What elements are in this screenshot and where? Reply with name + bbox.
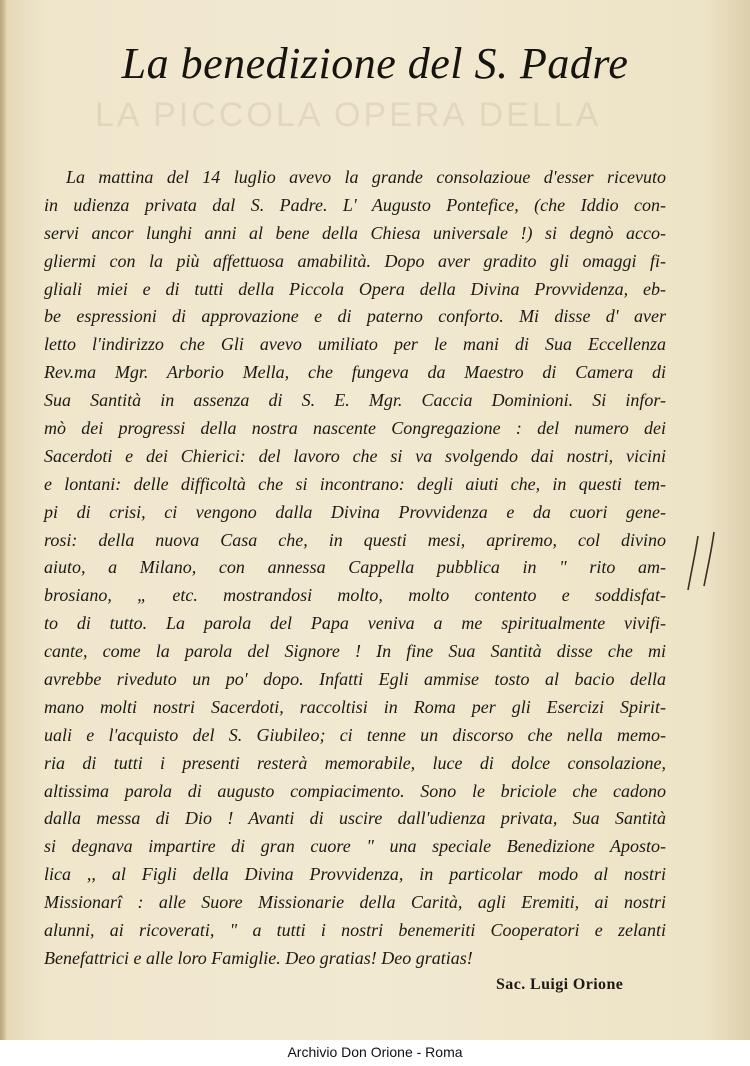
text-line: dalla messa di Dio ! Avanti di uscire dall'udienza privata, Sua Santità [44, 808, 666, 829]
text-line: Sua Santità in assenza di S. E. Mgr. Caccia Dominioni. Si infor- [44, 390, 666, 411]
text-line: alunni, ai ricoverati, " a tutti i nostri benemeriti Cooperatori e zelanti [44, 920, 666, 941]
handwritten-margin-mark [684, 528, 724, 598]
text-line: mò dei progressi della nostra nascente Congregazione : del numero dei [44, 418, 666, 439]
text-line: gliermi con la più affettuosa amabilità. Dopo aver gradito gli omaggi fi- [44, 250, 666, 271]
text-line: be espressioni di approvazione e di paterno conforto. Mi disse d' aver [44, 306, 666, 327]
text-line: Rev.ma Mgr. Arborio Mella, che fungeva da Maestro di Camera di [44, 362, 666, 383]
archive-footer: Archivio Don Orione - Roma [0, 1040, 750, 1066]
page-binding-edge [0, 0, 6, 1040]
text-line: avrebbe riveduto un po' dopo. Infatti Egli ammise tosto al bacio della [44, 669, 666, 690]
text-line: Sacerdoti e dei Chierici: del lavoro che si va svolgendo dai nostri, vicini [44, 445, 666, 466]
text-line: lica ,, al Figli della Divina Provvidenza, in particolar modo al nostri [44, 864, 666, 885]
text-line: cante, come la parola del Signore ! In fine Sua Santità disse che mi [44, 641, 666, 662]
article-body [44, 164, 666, 973]
page-title: La benedizione del S. Padre [121, 39, 629, 88]
text-line: altissima parola di augusto compiacimento. Sono le briciole che cadono [44, 780, 666, 801]
bleed-through-text: LA PICCOLA OPERA DELLA [95, 96, 602, 134]
text-line: in udienza privata dal S. Padre. L' Augusto Pontefice, (che Iddio con- [44, 194, 666, 215]
text-line: letto l'indirizzo che Gli avevo umiliato per le mani di Sua Eccellenza [44, 334, 666, 355]
text-line: Missionarî : alle Suore Missionarie della Carità, agli Eremiti, ai nostri [44, 892, 666, 913]
text-line: servi ancor lunghi anni al bene della Chiesa universale !) si degnò acco- [44, 222, 666, 243]
text-line: si degnava impartire di gran cuore " una speciale Benedizione Aposto- [44, 836, 666, 857]
text-line: gliali miei e di tutti della Piccola Opera della Divina Provvidenza, eb- [44, 278, 666, 299]
text-line: e lontani: delle difficoltà che si incontrano: degli aiuti che, in questi tem- [44, 473, 666, 494]
text-line: mano molti nostri Sacerdoti, raccoltisi in Roma per gli Esercizi Spirit- [44, 696, 666, 717]
text-line: pi di crisi, ci vengono dalla Divina Provvidenza e da cuori gene- [44, 501, 666, 522]
text-line: aiuto, a Milano, con annessa Cappella pubblica in " rito am- [44, 557, 666, 578]
text-line: rosi: della nuova Casa che, in questi mesi, apriremo, col divino [44, 529, 666, 550]
text-line: brosiano, „ etc. mostrandosi molto, molto contento e soddisfat- [44, 585, 666, 606]
text-line: uali e l'acquisto del S. Giubileo; ci tenne un discorso che nella memo- [44, 724, 666, 745]
text-line: La mattina del 14 luglio avevo la grande consolazioue d'esser ricevuto [66, 167, 666, 187]
text-line: to di tutto. La parola del Papa veniva a me spiritualmente vivifi- [44, 613, 666, 634]
signature: Sac. Luigi Orione [496, 976, 624, 993]
text-line: Benefattrici e alle loro Famiglie. Deo gratias! Deo gratias! [44, 947, 473, 968]
text-line: ria di tutti i presenti resterà memorabile, luce di dolce consolazione, [44, 752, 666, 773]
